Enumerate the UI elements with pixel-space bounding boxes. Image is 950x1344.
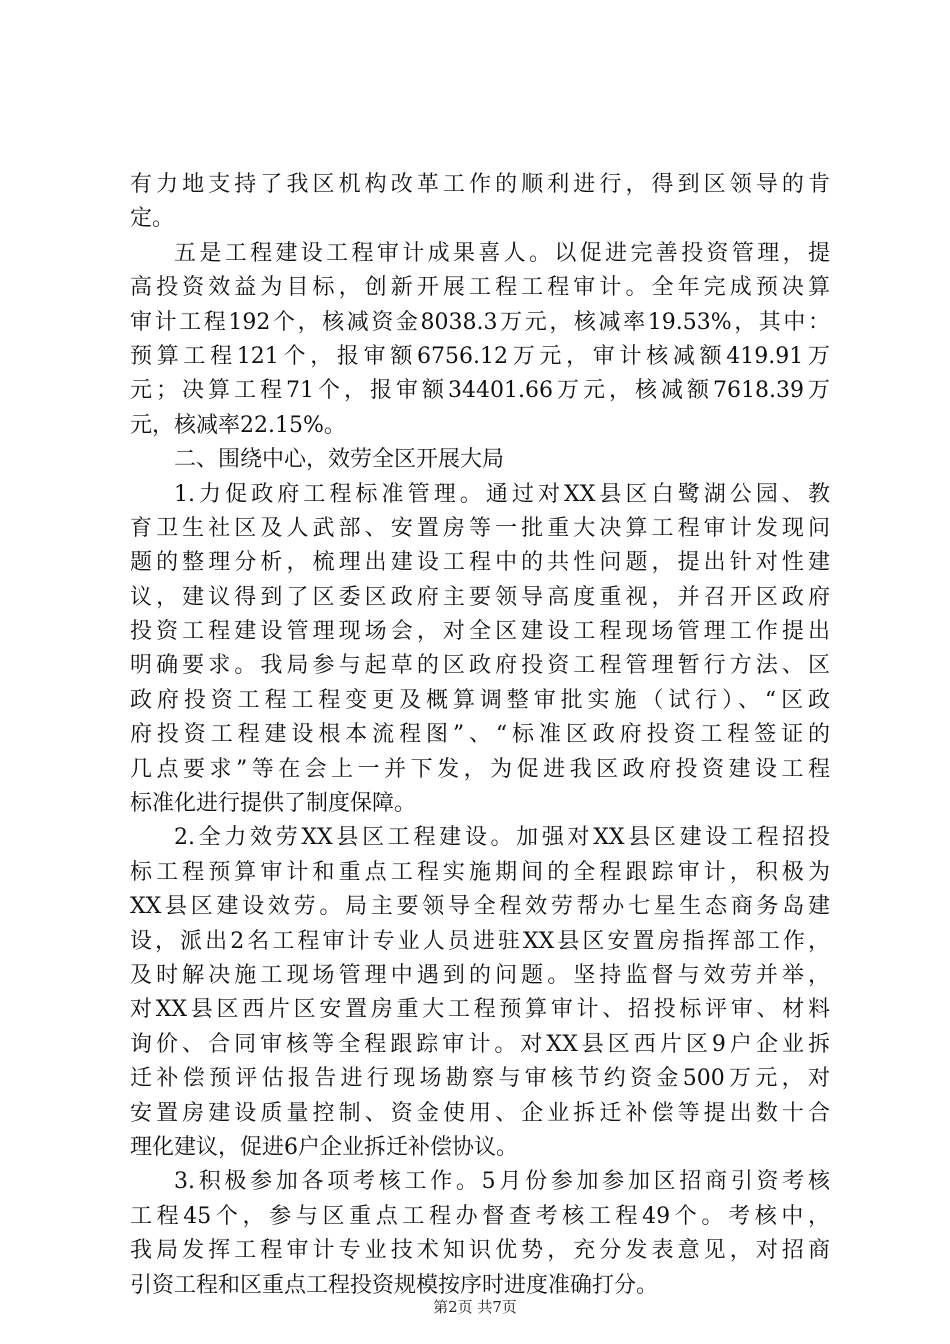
text-line: 设，派出2名工程审计专业人员进驻XX县区安置房指挥部工作， xyxy=(130,928,830,954)
text-line: 明确要求。我局参与起草的区政府投资工程管理暂行方法、区 xyxy=(130,653,830,679)
text-line: 议，建议得到了区委区政府主要领导高度重视，并召开区政府 xyxy=(130,584,830,610)
text-line: 3.积极参加各项考核工作。5月份参加参加区招商引资考核 xyxy=(174,1169,830,1195)
text-line: 迁补偿预评估报告进行现场勘察与审核节约资金500万元，对 xyxy=(130,1066,830,1092)
text-line: 预算工程121个，报审额6756.12万元，审计核减额419.91万 xyxy=(130,343,830,369)
text-line: 元；决算工程71个，报审额34401.66万元，核减额7618.39万 xyxy=(130,378,830,404)
text-line: 安置房建设质量控制、资金使用、企业拆迁补偿等提出数十合 xyxy=(130,1100,830,1126)
text-line: 我局发挥工程审计专业技术知识优势，充分发表意见，对招商 xyxy=(130,1238,830,1264)
text-line: 引资工程和区重点工程投资规模按序时进度准确打分。 xyxy=(130,1272,659,1298)
text-line: 审计工程192个，核减资金8038.3万元，核减率19.53%，其中： xyxy=(130,309,830,335)
text-line: 及时解决施工现场管理中遇到的问题。坚持监督与效劳并举， xyxy=(130,962,830,988)
text-line: 育卫生社区及人武部、安置房等一批重大决算工程审计发现问 xyxy=(130,515,830,541)
text-line: 元，核减率22.15%。 xyxy=(130,412,346,438)
text-line: 询价、合同审核等全程跟踪审计。对XX县区西片区9户企业拆 xyxy=(130,1031,830,1057)
text-line: 府投资工程建设根本流程图”、“标准区政府投资工程签证的 xyxy=(130,722,830,748)
text-line: 题的整理分析，梳理出建设工程中的共性问题，提出针对性建 xyxy=(130,550,830,576)
text-line: 对XX县区西片区安置房重大工程预算审计、招投标评审、材料 xyxy=(130,997,830,1023)
text-line: 标工程预算审计和重点工程实施期间的全程跟踪审计，积极为 xyxy=(130,859,830,885)
page-footer: 第2页 共7页 xyxy=(433,1298,517,1316)
text-line: 政府投资工程工程变更及概算调整审批实施（试行）、“区政 xyxy=(130,687,830,713)
document-body xyxy=(130,168,830,1303)
text-line: 2.全力效劳XX县区工程建设。加强对XX县区建设工程招投 xyxy=(174,825,830,851)
text-line: 五是工程建设工程审计成果喜人。以促进完善投资管理，提 xyxy=(174,240,830,266)
text-line: 几点要求”等在会上一并下发，为促进我区政府投资建设工程 xyxy=(130,756,830,782)
text-line: 定。 xyxy=(130,206,175,232)
text-line: 高投资效益为目标，创新开展工程工程审计。全年完成预决算 xyxy=(130,275,830,301)
text-line: 理化建议，促进6户企业拆迁补偿协议。 xyxy=(130,1134,518,1160)
text-line: 投资工程建设管理现场会，对全区建设工程现场管理工作提出 xyxy=(130,619,830,645)
text-line: 有力地支持了我区机构改革工作的顺利进行，得到区领导的肯 xyxy=(130,172,830,197)
text-line: 工程45个，参与区重点工程办督查考核工程49个。考核中， xyxy=(130,1203,830,1229)
section-heading: 二、围绕中心，效劳全区开展大局 xyxy=(174,447,505,473)
text-line: 标准化进行提供了制度保障。 xyxy=(130,791,417,817)
text-line: 1.力促政府工程标准管理。通过对XX县区白鹭湖公园、教 xyxy=(174,481,830,507)
text-line: XX县区建设效劳。局主要领导全程效劳帮办七星生态商务岛建 xyxy=(130,894,830,920)
